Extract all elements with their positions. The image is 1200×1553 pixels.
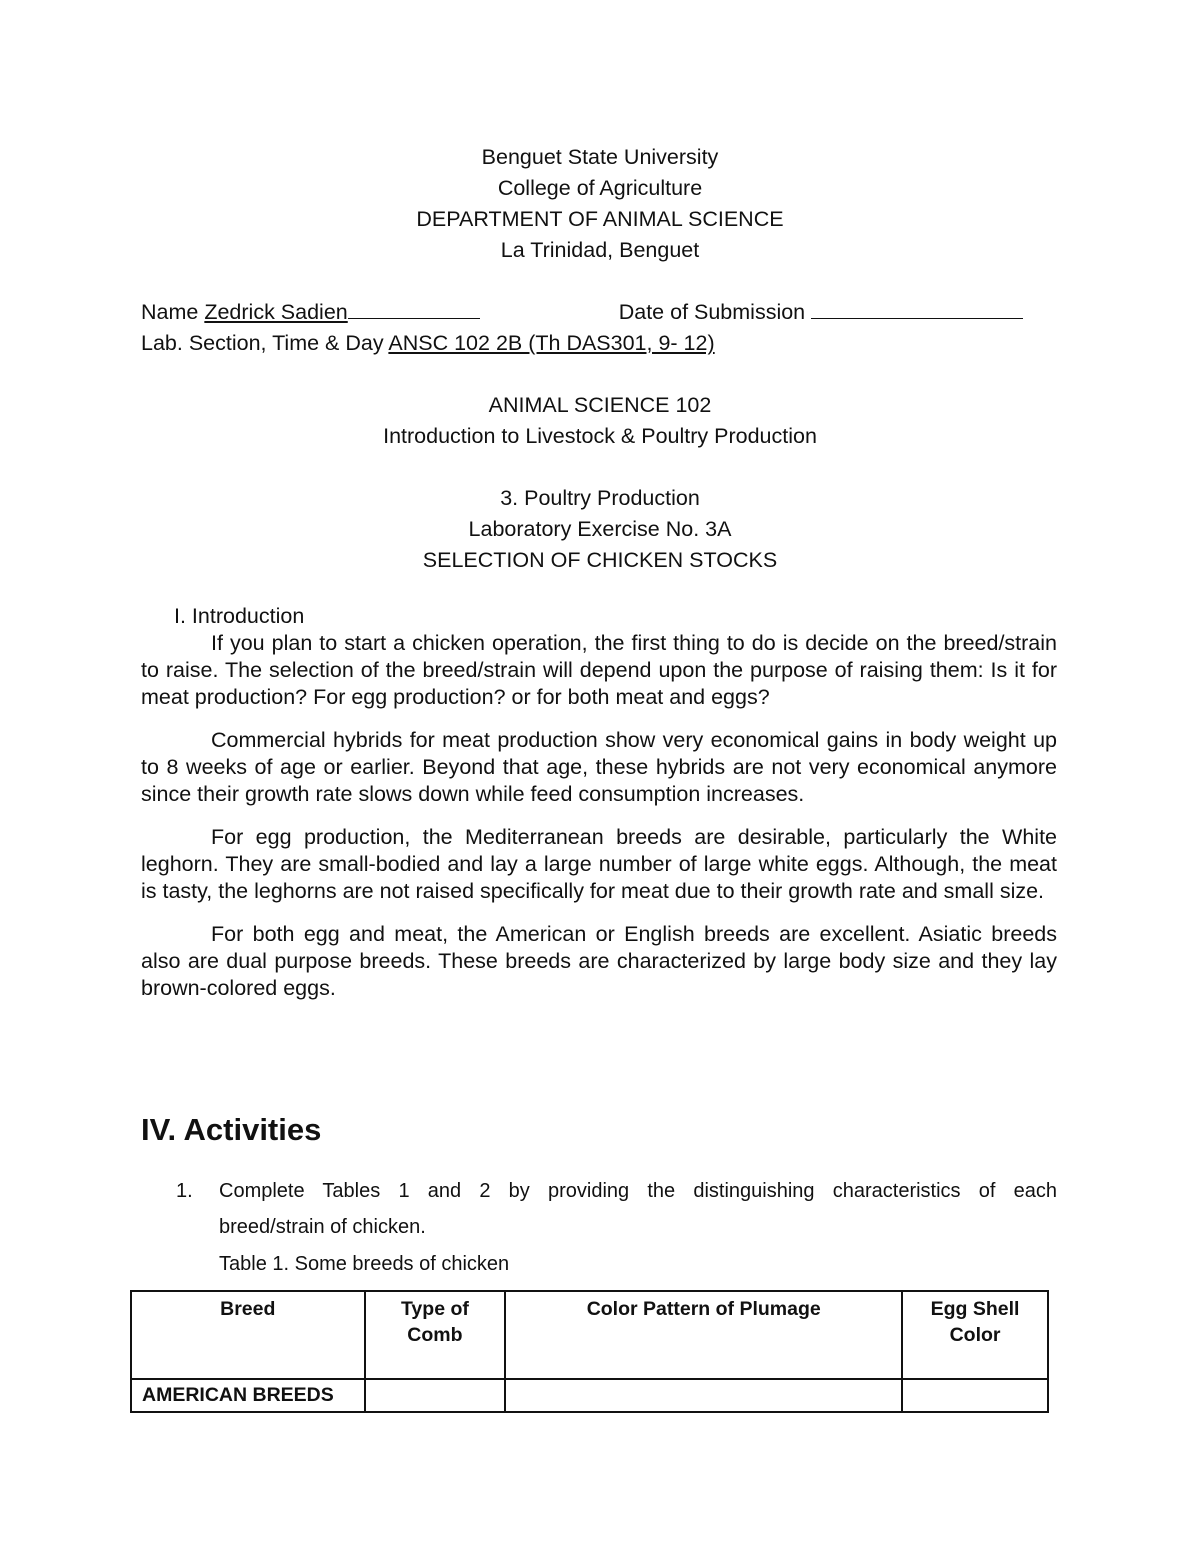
column-header-breed: Breed — [131, 1291, 365, 1379]
intro-paragraph: Commercial hybrids for meat production show very economical gains in body weight up to 8 weeks of age or earlier. Beyond that age, these hybrids are not very economical anymore since their growth rate slows down while feed consumption increases. — [141, 728, 1057, 806]
list-item-line: Complete Tables 1 and 2 by providing the distinguishing characteristics of each — [219, 1180, 1057, 1202]
breeds-table — [130, 1290, 1049, 1413]
column-header-comb-text: Type of Comb — [400, 1298, 469, 1346]
course-title: Introduction to Livestock & Poultry Production — [383, 424, 817, 448]
intro-paragraph: For both egg and meat, the American or English breeds are excellent. Asiatic breeds also are dual purpose breeds. These breeds are characterized by large body size and they lay brown-colored eggs. — [141, 922, 1057, 1000]
exercise-title: SELECTION OF CHICKEN STOCKS — [422, 548, 778, 572]
activities-heading: IV. Activities — [141, 1112, 322, 1147]
list-item-line: breed/strain of chicken. — [219, 1216, 426, 1238]
university-name: Benguet State University — [481, 145, 719, 169]
table-caption: Table 1. Some breeds of chicken — [219, 1253, 510, 1275]
column-header-comb — [365, 1291, 506, 1379]
column-header-eggshell — [902, 1291, 1048, 1379]
table-header-row — [131, 1291, 1048, 1379]
list-item-number: 1. — [176, 1180, 193, 1202]
college-name: College of Agriculture — [497, 176, 703, 200]
department-name: DEPARTMENT OF ANIMAL SCIENCE — [416, 207, 784, 231]
course-block — [0, 390, 1200, 452]
intro-paragraph: If you plan to start a chicken operation, the first thing to do is decide on the breed/strain to raise. The selection of the breed/strain will depend upon the purpose of raising them: Is it for meat production? For egg production? or for both meat and eggs? — [141, 631, 1057, 709]
lab-label: Lab. Section, Time & Day — [141, 331, 384, 355]
intro-paragraph: For egg production, the Mediterranean breeds are desirable, particularly the White leghorn. They are small-bodied and lay a large number of large white eggs. Although, the meat is tasty, the leghorns are not raised specifically for meat due to their growth rate and small size. — [141, 825, 1057, 903]
introduction-body — [141, 630, 1057, 1018]
course-code: ANIMAL SCIENCE 102 — [488, 393, 712, 417]
date-blank — [811, 298, 1023, 319]
list-item-text — [219, 1178, 1057, 1240]
introduction-heading: I. Introduction — [174, 604, 305, 628]
document-header — [0, 142, 1200, 266]
table-cell-eggshell[interactable] — [902, 1379, 1048, 1412]
table-cell-comb[interactable] — [365, 1379, 506, 1412]
name-date-row — [141, 298, 1023, 326]
date-label: Date of Submission — [618, 300, 806, 324]
exercise-number: Laboratory Exercise No. 3A — [468, 517, 732, 541]
table-row — [131, 1379, 1048, 1412]
exercise-topic: 3. Poultry Production — [500, 486, 700, 510]
table-cell-breed[interactable]: AMERICAN BREEDS — [131, 1379, 365, 1412]
name-label: Name — [141, 300, 199, 324]
location: La Trinidad, Benguet — [500, 238, 700, 262]
exercise-block — [0, 483, 1200, 576]
table-cell-plumage[interactable] — [505, 1379, 902, 1412]
name-blank — [348, 298, 480, 319]
column-header-eggshell-text: Egg Shell Color — [930, 1298, 1020, 1346]
lab-row — [141, 329, 715, 357]
lab-value: ANSC 102 2B (Th DAS301, 9- 12) — [388, 331, 715, 355]
name-value: Zedrick Sadien — [204, 300, 348, 324]
column-header-plumage: Color Pattern of Plumage — [505, 1291, 902, 1379]
